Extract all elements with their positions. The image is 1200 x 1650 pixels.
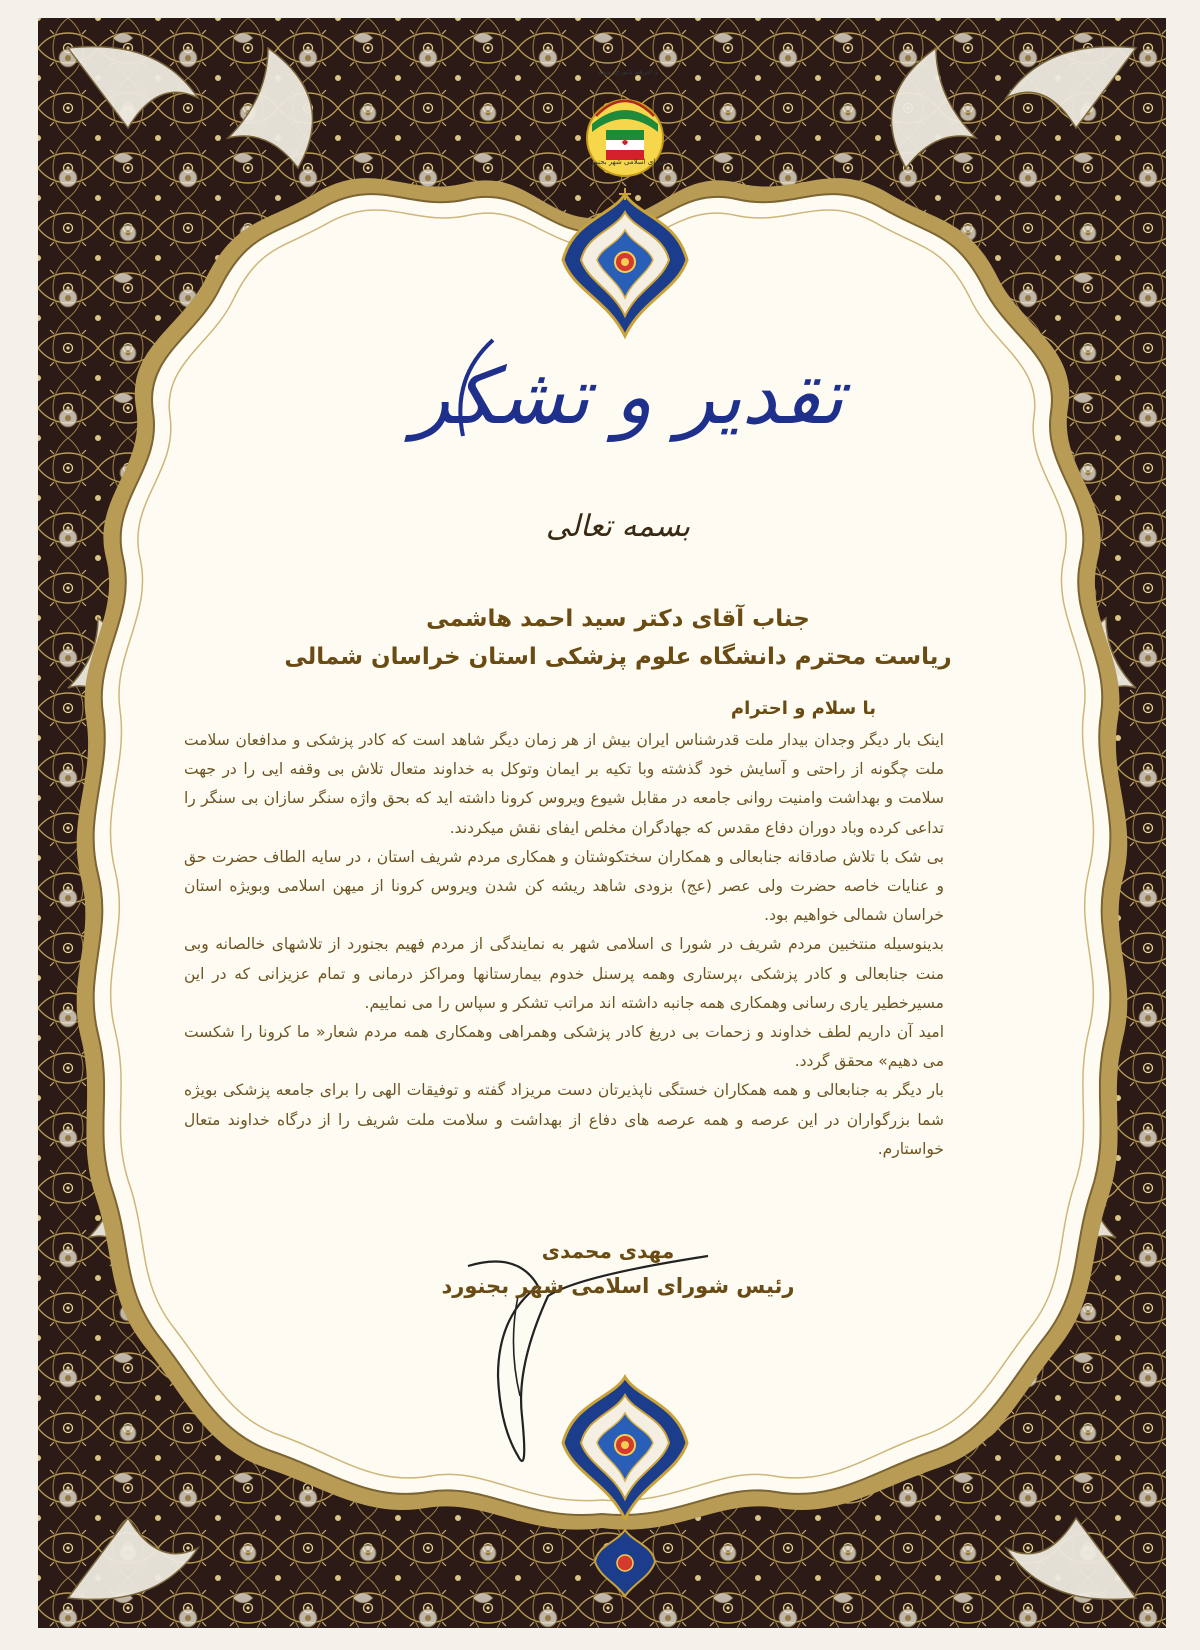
- body-paragraph: بی شک با تلاش صادقانه جنابعالی و همکاران سختکوشتان و همکاری مردم شریف استان ، در سایه الطاف حضرت حق و عنایات خاصه حضرت ولی عصر (عج) بزودی شاهد ریشه کن شدن ویروس کرونا از میهن اسلامی وبویژه استان خراسان شمالی خواهیم بود.: [184, 847, 944, 925]
- title-text: تقدیر و تشکر: [412, 352, 844, 442]
- body-paragraph: بار دیگر به جنابعالی و همه همکاران خستگی ناپذیرتان دست مریزاد گفته و توفیقات الهی را برای جامعه پزشکی بویژه شما بزرگواران در این عرصه و همه عرصه های دفاع از بهداشت و سلامت ملت شریف را از درگاه خداوند متعال خواستارم.: [184, 1081, 944, 1158]
- invocation-calligraphy: [528, 492, 708, 562]
- bottom-floral-ornament: [557, 1373, 693, 1523]
- signer-name: مهدی محمدی: [541, 1239, 675, 1263]
- certificate-frame: [38, 18, 1166, 1628]
- body-paragraph: اینک بار دیگر وجدان بیدار ملت قدرشناس ایران بیش از هر زمان دیگر شاهد است که کادر پزشکی و مدافعان سلامت ملت چگونه از راحتی و آسایش خود گذشته وبا تکیه بر ایمان وتوکل به خداوند متعال تلاش بی وقفه ایی را در جهت سلامت و بهداشت وامنیت روانی جامعه در مقابل شیوع ویروس کرونا داشته اید که بحق واژه سنگر سازان بی سنگر را تداعی کرده وباد دوران دفاع مقدس که جهادگران مخلص ایفای نقش میکردند.: [184, 731, 944, 837]
- recipient-name: جناب آقای دکتر سید احمد هاشمی: [426, 606, 810, 632]
- emblem-caption: شورای اسلامی شهر بجنورد: [587, 158, 669, 166]
- invocation-text: بسمه تعالی: [545, 509, 691, 544]
- greeting: با سلام و احترام: [730, 698, 876, 719]
- bottom-small-ornament: [593, 1528, 657, 1598]
- emblem-motto: و امرهم شوری بینهم: [597, 68, 659, 76]
- council-emblem: [582, 76, 668, 186]
- signer-title: رئیس شورای اسلامی شهر بجنورد: [441, 1274, 795, 1298]
- recipient-title: ریاست محترم دانشگاه علوم پزشکی استان خراسان شمالی: [284, 644, 952, 670]
- body-paragraph: بدینوسیله منتخبین مردم شریف در شورا ی اسلامی شهر به نمایندگی از مردم فهیم بجنورد از تلاشهای خالصانه وبی منت جنابعالی و کادر پزشکی ،پرستاری وهمه پرسنل خدوم بیمارستانها ومراکز درمانی و تمام عزیزانی که در این مسیرخطیر یاری رسانی وهمکاری همه جانبه داشته اند مراتب تشکر و سپاس را می نماییم.: [184, 935, 944, 1012]
- title-calligraphy: [412, 318, 844, 468]
- body-paragraph: امید آن داریم لطف خداوند و زحمات بی دریغ کادر پزشکی وهمراهی وهمکاری همه مردم شعار« ما کرونا را شکست می دهیم» محقق گردد.: [184, 1023, 944, 1071]
- letter-body: [184, 726, 944, 1164]
